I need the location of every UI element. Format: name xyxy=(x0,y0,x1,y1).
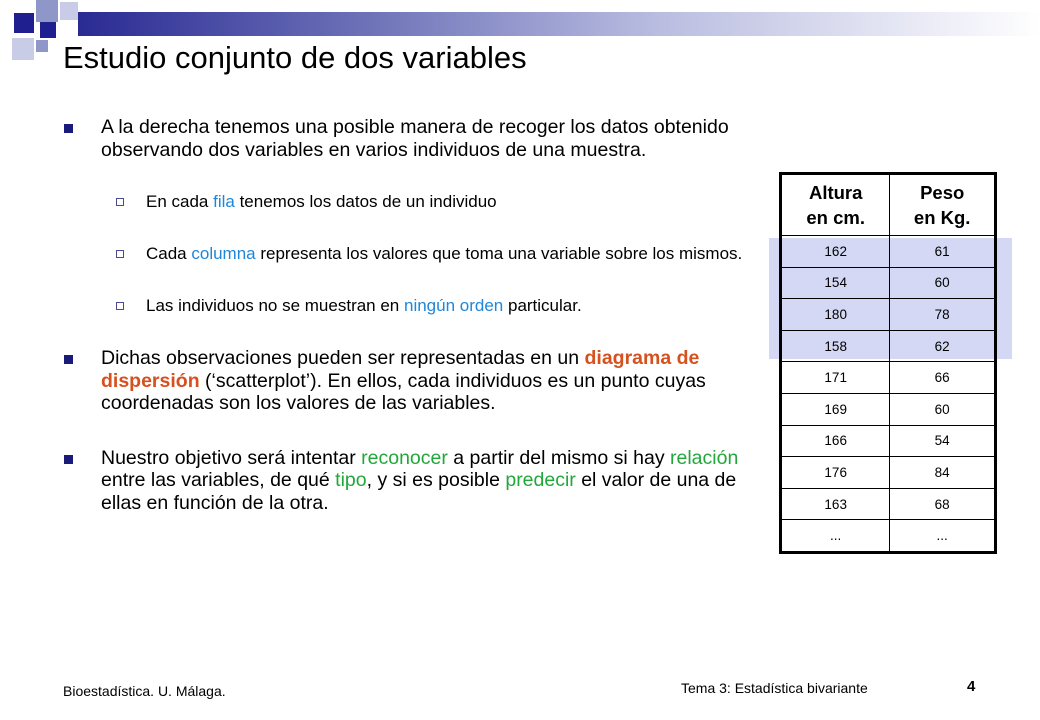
table-cell: 60 xyxy=(890,393,996,425)
highlighted-term: columna xyxy=(191,244,256,263)
highlighted-term: relación xyxy=(670,446,739,469)
square-bullet-icon xyxy=(64,355,73,364)
bullet-text: A la derecha tenemos una posible manera de recoger los datos obtenido observando dos variables en varios individuos de una muestra. xyxy=(101,116,729,161)
sub-bullet-text: representa los valores que toma una variable sobre los mismos. xyxy=(255,244,743,263)
highlighted-term: predecir xyxy=(505,469,576,491)
highlighted-term: reconocer xyxy=(361,446,448,469)
bullet-item xyxy=(62,116,762,161)
bullet-text: (‘scatterplot’). En ellos, cada individuos es un punto cuyas coordenadas son los valores de las variables. xyxy=(101,369,706,414)
sub-bullet-text: Cada xyxy=(146,244,192,263)
table-cell: 61 xyxy=(890,236,996,268)
table-row xyxy=(781,236,996,268)
slide-title: Estudio conjunto de dos variables xyxy=(63,40,527,75)
corner-square xyxy=(36,0,58,22)
hollow-square-bullet-icon xyxy=(116,198,124,206)
sub-bullet-item xyxy=(62,192,762,212)
sub-bullet-text: Las individuos no se muestran en xyxy=(146,296,404,315)
header-line: en cm. xyxy=(806,207,865,228)
data-table xyxy=(779,172,997,554)
table-cell: 166 xyxy=(781,425,890,457)
corner-square xyxy=(14,13,34,33)
column-header-altura xyxy=(781,174,890,236)
sub-bullet-item xyxy=(62,296,762,316)
highlighted-term: tipo xyxy=(335,469,367,491)
bullet-text: Nuestro objetivo será intentar xyxy=(101,446,362,469)
table-cell: ... xyxy=(890,520,996,553)
column-header-peso xyxy=(890,174,996,236)
page-number: 4 xyxy=(967,678,976,695)
header-line: en Kg. xyxy=(913,207,971,228)
bullet-text: , y si es posible xyxy=(366,469,506,491)
hollow-square-bullet-icon xyxy=(116,302,124,310)
table-cell: 62 xyxy=(890,330,996,362)
header-line: Altura xyxy=(808,182,863,203)
sub-bullet-text: tenemos los datos de un individuo xyxy=(234,192,497,211)
square-bullet-icon xyxy=(64,455,73,464)
table-row xyxy=(781,330,996,362)
header-line: Peso xyxy=(920,182,965,203)
square-bullet-icon xyxy=(64,124,73,133)
bullet-text: a partir del mismo si hay xyxy=(447,446,671,469)
table-cell: 158 xyxy=(781,330,890,362)
sub-bullet-item xyxy=(62,244,762,264)
table-cell: 171 xyxy=(781,362,890,394)
table-cell: 66 xyxy=(890,362,996,394)
title-gradient-bar xyxy=(78,12,1040,36)
footer-topic: Tema 3: Estadística bivariante xyxy=(681,680,868,696)
slide-content xyxy=(62,116,762,514)
table-cell: 54 xyxy=(890,425,996,457)
table-cell: 162 xyxy=(781,236,890,268)
highlighted-term: fila xyxy=(213,192,235,211)
table-row xyxy=(781,520,996,553)
table-row xyxy=(781,299,996,331)
table-row xyxy=(781,488,996,520)
table-cell: ... xyxy=(781,520,890,553)
table-cell: 84 xyxy=(890,457,996,489)
table-cell: 68 xyxy=(890,488,996,520)
bullet-text: el valor de una de ellas en función de la otra. xyxy=(101,469,737,514)
table-row xyxy=(781,362,996,394)
highlighted-term: ningún orden xyxy=(404,296,504,315)
table-row xyxy=(781,267,996,299)
table-cell: 180 xyxy=(781,299,890,331)
hollow-square-bullet-icon xyxy=(116,250,124,258)
footer-institution: Bioestadística. U. Málaga. xyxy=(63,683,226,699)
table-cell: 176 xyxy=(781,457,890,489)
table-row xyxy=(781,425,996,457)
table-cell: 78 xyxy=(890,299,996,331)
table-row xyxy=(781,457,996,489)
corner-square xyxy=(60,2,78,20)
bullet-item xyxy=(62,347,762,415)
corner-square xyxy=(36,40,48,52)
bullet-text: entre las variables, de qué xyxy=(101,469,336,491)
table-cell: 154 xyxy=(781,267,890,299)
bullet-text: Dichas observaciones pueden ser representadas en un xyxy=(101,347,585,369)
sub-bullet-text: En cada xyxy=(146,192,214,211)
highlighted-term: diagrama de dispersión xyxy=(101,347,700,392)
corner-square xyxy=(12,38,34,60)
table-cell: 169 xyxy=(781,393,890,425)
table-row xyxy=(781,393,996,425)
bullet-item xyxy=(62,447,762,515)
table-cell: 163 xyxy=(781,488,890,520)
sub-bullet-text: particular. xyxy=(503,296,582,315)
table-cell: 60 xyxy=(890,267,996,299)
corner-square xyxy=(40,22,56,38)
